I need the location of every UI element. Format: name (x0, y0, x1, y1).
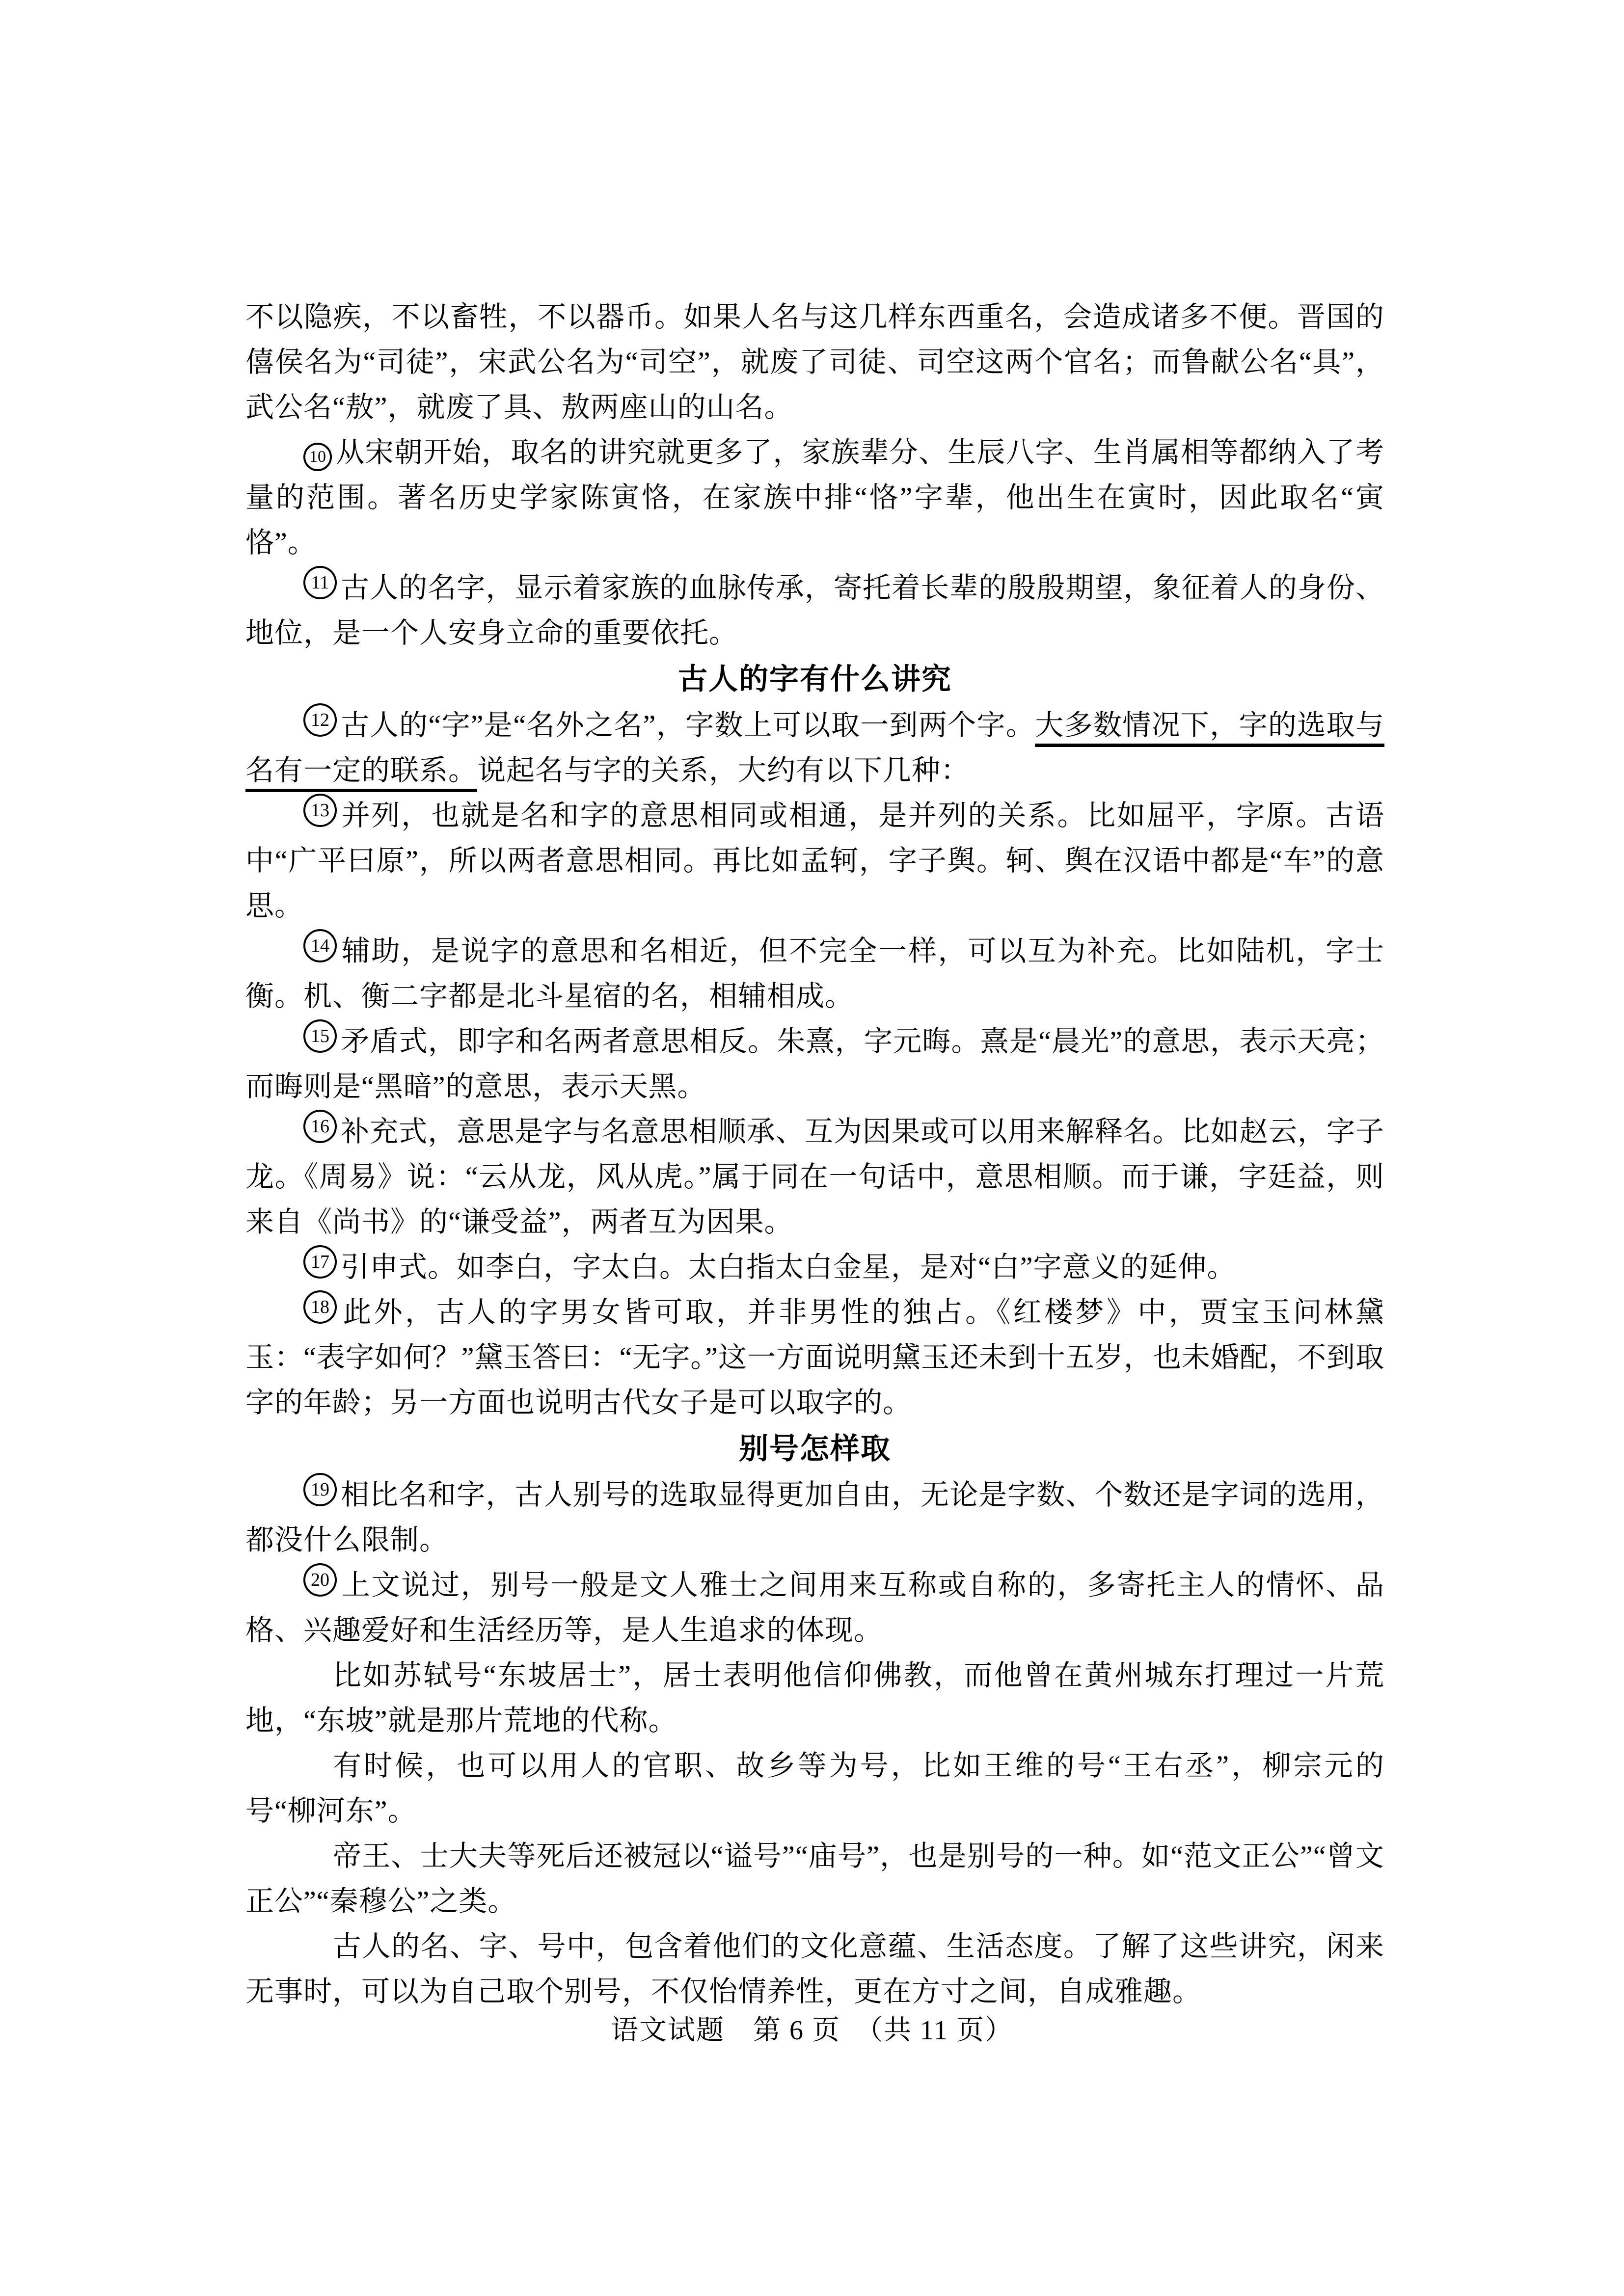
paragraph-12 (245, 703, 1384, 793)
paragraph-sushi (245, 1653, 1384, 1743)
circled-number-18: 18 (303, 1290, 337, 1324)
paragraph-text: 辅助，是说字的意思和名相近，但不完全一样，可以互为补充。比如陆机，字士衡。机、衡二字都是北斗星宿的名，相辅相成。 (245, 935, 1384, 1012)
circled-number-20: 20 (303, 1563, 337, 1597)
paragraph-shihao (245, 1834, 1384, 1924)
paragraph-text: 不以隐疾，不以畜牲，不以器币。如果人名与这几样东西重名，会造成诸多不便。晋国的僖侯名为“司徒”，宋武公名为“司空”，就废了司徒、司空这两个官名；而鲁献公名“具”，武公名“敖”，就废了具、敖两座山的山名。 (245, 301, 1384, 423)
circled-number-11: 11 (303, 566, 337, 599)
paragraph-text: 相比名和字，古人别号的选取显得更加自由，无论是字数、个数还是字词的选用，都没什么限制。 (245, 1479, 1384, 1556)
circled-number-16: 16 (303, 1110, 337, 1143)
paragraph-text: 说起名与字的关系，大约有以下几种： (477, 754, 970, 786)
paragraph-text: 上文说过，别号一般是文人雅士之间用来互称或自称的，多寄托主人的情怀、品格、兴趣爱好和生活经历等，是人生追求的体现。 (245, 1569, 1384, 1646)
circled-number-10: 10 (303, 443, 332, 471)
circled-number-19: 19 (303, 1473, 337, 1506)
paragraph-11 (245, 565, 1384, 656)
paragraph-text: 并列，也就是名和字的意思相同或相通，是并列的关系。比如屈平，字原。古语中“广平曰原”，所以两者意思相同。再比如孟轲，字子舆。轲、舆在汉语中都是“车”的意思。 (245, 800, 1384, 922)
paragraph-13 (245, 793, 1384, 929)
paragraph-continuation (245, 294, 1384, 430)
section-heading-zi: 古人的字有什么讲究 (678, 663, 952, 695)
paragraph-text: 比如苏轼号“东坡居士”，居士表明他信仰佛教，而他曾在黄州城东打理过一片荒地，“东坡”就是那片荒地的代称。 (245, 1659, 1384, 1736)
circled-number-15: 15 (303, 1019, 337, 1053)
paragraph-text: 补充式，意思是字与名意思相顺承、互为因果或可以用来解释名。比如赵云，字子龙。《周易》说：“云从龙，风从虎。”属于同在一句话中，意思相顺。而于谦，字廷益，则来自《尚书》的“谦受益”，两者互为因果。 (245, 1116, 1384, 1238)
paragraph-text: 古人的名字，显示着家族的血脉传承，寄托着长辈的殷殷期望，象征着人的身份、地位，是一个人安身立命的重要依托。 (245, 572, 1384, 649)
circled-number-14: 14 (303, 929, 337, 962)
text-column (245, 294, 1384, 2014)
paragraph-20 (245, 1563, 1384, 1653)
paragraph-closing (245, 1924, 1384, 2014)
paragraph-text: 引申式。如李白，字太白。太白指太白金星，是对“白”字意义的延伸。 (341, 1251, 1236, 1283)
paragraph-16 (245, 1109, 1384, 1245)
section-heading-biehao: 别号怎样取 (739, 1433, 891, 1465)
page-footer (0, 2008, 1624, 2048)
paragraph-15 (245, 1019, 1384, 1109)
circled-number-17: 17 (303, 1245, 337, 1279)
paragraph-text: 古人的名、字、号中，包含着他们的文化意蕴、生活态度。了解了这些讲究，闲来无事时，可以为自己取个别号，不仅怡情养性，更在方寸之间，自成雅趣。 (245, 1930, 1384, 2007)
circled-number-13: 13 (303, 794, 337, 827)
paragraph-text: 矛盾式，即字和名两者意思相反。朱熹，字元晦。熹是“晨光”的意思，表示天亮；而晦则是“黑暗”的意思，表示天黑。 (245, 1025, 1384, 1102)
paragraph-14 (245, 929, 1384, 1019)
paragraph-text: 古人的“字”是“名外之名”，字数上可以取一到两个字。 (341, 709, 1035, 741)
page-footer-text: 语文试题 第 6 页 （共 11 页） (611, 2015, 1013, 2046)
paragraph-10 (245, 430, 1384, 565)
circled-number-12: 12 (303, 703, 337, 737)
paragraph-text: 帝王、士大夫等死后还被冠以“谥号”“庙号”，也是别号的一种。如“范文正公”“曾文正公”“秦穆公”之类。 (245, 1840, 1384, 1917)
paragraph-text: 有时候，也可以用人的官职、故乡等为号，比如王维的号“王右丞”，柳宗元的号“柳河东”。 (245, 1750, 1384, 1827)
paragraph-guanzhi (245, 1743, 1384, 1834)
paragraph-17 (245, 1245, 1384, 1290)
paragraph-19 (245, 1472, 1384, 1563)
underlined-phrase: 大多数情况下，字的选取与名有一定的联系。 (245, 709, 1384, 786)
paragraph-text: 此外，古人的字男女皆可取，并非男性的独占。《红楼梦》中，贾宝玉问林黛玉：“表字如何？”黛玉答曰：“无字。”这一方面说明黛玉还未到十五岁，也未婚配，不到取字的年龄；另一方面也说明古代女子是可以取字的。 (245, 1296, 1384, 1418)
paragraph-18 (245, 1290, 1384, 1425)
paragraph-text: 从宋朝开始，取名的讲究就更多了，家族辈分、生辰八字、生肖属相等都纳入了考量的范围。著名历史学家陈寅恪，在家族中排“恪”字辈，他出生在寅时，因此取名“寅恪”。 (245, 436, 1384, 559)
